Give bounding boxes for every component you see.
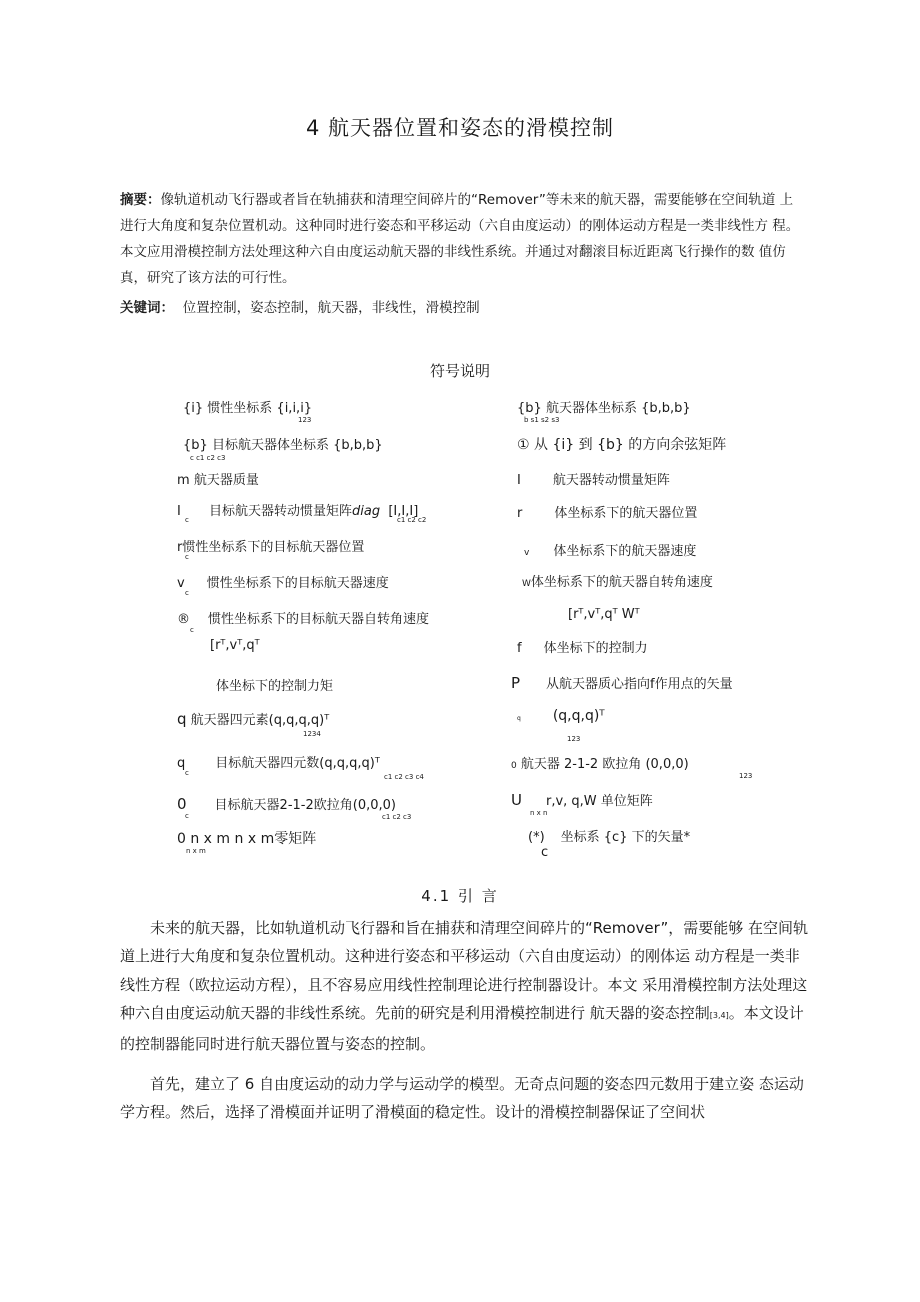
symbols-title: 符号说明 [429,362,490,380]
abstract-label: 摘要： [120,192,161,208]
symbol-row: [rᵀ,vᵀ,qᵀ [210,638,260,653]
symbol-subscript: c [185,553,189,561]
symbol-row: I 目标航天器转动惯量矩阵diag [I,I,I] [177,504,419,519]
symbol-subscript: 123 [739,772,753,780]
symbol-row: P 从航天器质心指向f作用点的矢量 [511,674,733,692]
symbol-row: (*) 坐标系 {c} 下的矢量* [528,830,691,845]
symbol-subscript: c1 c2 c3 [382,813,412,821]
citation: [3,4] [709,1010,729,1020]
symbol-row: {b} 目标航天器体坐标系 {b,b,b} [183,438,383,453]
symbol-subscript: 123 [298,416,312,424]
symbol-row: {b} 航天器体坐标系 {b,b,b} [517,401,691,416]
symbol-row: q 航天器四元素(q,q,q,q)ᵀ [177,710,330,728]
symbol-subscript: c [541,845,549,860]
keywords-label: 关键词： [120,300,174,316]
keywords-text: 位置控制，姿态控制，航天器，非线性，滑模控制 [182,300,480,316]
section-heading: 4.1 引 言 [421,887,499,905]
abstract-text: 像轨道机动飞行器或者旨在轨捕获和清理空间碎片的“Remover”等未来的航天器，需要能够在空间轨道 上进行大角度和复杂位置机动。这种同时进行姿态和平移运动（六自由度运动）的刚体运动方程是一类非线性方 程。本文应用滑模控制方法处理这种六自由度运动航天器的非线性系统。并通过对翻滚目标近距离飞行操作的数 值仿真，研究了该方法的可行性。 [120,192,800,286]
body-paragraph: 未来的航天器，比如轨道机动飞行器和旨在捕获和清理空间碎片的“Remover”，需要能够 在空间轨道上进行大角度和复杂位置机动。这种进行姿态和平移运动（六自由度运动）的刚体运 动方程是一类非线性方程（欧拉运动方程），且不容易应用线性控制理论进行控制器设计。本文 采用滑模控制方法处理这种六自由度运动航天器的非线性系统。先前的研究是利用滑模控制进行 航天器的姿态控制[3,4]。本文设计的控制器能同时进行航天器位置与姿态的控制。 [120,919,808,1054]
symbol-row: 0 航天器 2-1-2 欧拉角 (0,0,0) [511,757,689,772]
symbol-subscript: c1 c2 c2 [397,516,427,524]
symbol-row: U r,v, q,W 单位矩阵 [511,791,653,809]
symbol-subscript: b s1 s2 s3 [524,416,560,424]
abstract [120,187,800,291]
symbol-row: W体坐标系下的航天器自转角速度 [522,575,713,590]
symbol-row: f 体坐标下的控制力 [517,641,648,656]
symbol-row: {i} 惯性坐标系 {i,i,i} [183,401,313,416]
symbol-row: 0 目标航天器2-1-2欧拉角(0,0,0) [177,795,396,813]
symbol-subscript: c [185,589,189,597]
symbol-row: [rᵀ,vᵀ,qᵀ Wᵀ [568,607,640,622]
keywords [120,295,800,321]
symbol-subscript: 1234 [303,730,321,738]
symbol-subscript: c [185,812,189,820]
symbol-subscript: c [190,626,194,634]
symbol-subscript: n x m [186,847,206,855]
symbol-subscript: c [185,769,189,777]
symbol-row: m 航天器质量 [177,473,259,488]
symbol-subscript: c1 c2 c3 c4 [384,773,424,781]
symbol-row: v 体坐标系下的航天器速度 [524,544,697,559]
page-title: 4 航天器位置和姿态的滑模控制 [305,116,615,140]
body-paragraph: 首先，建立了 6 自由度运动的动力学与运动学的模型。无奇点问题的姿态四元数用于建立姿 态运动学方程。然后，选择了滑模面并证明了滑模面的稳定性。设计的滑模控制器保证了空间状 [120,1075,804,1122]
symbol-subscript: n x n [530,809,548,817]
symbol-row: I 航天器转动惯量矩阵 [517,473,670,488]
symbol-subscript: c c1 c2 c3 [190,454,226,462]
symbol-row: 体坐标下的控制力矩 [216,679,334,694]
symbol-subscript: 123 [567,735,581,743]
symbol-row: r惯性坐标系下的目标航天器位置 [177,540,365,555]
symbol-row: ① 从 {i} 到 {b} 的方向余弦矩阵 [517,437,727,453]
symbol-row: q (q,q,q)ᵀ [517,708,605,724]
symbol-row: v 惯性坐标系下的目标航天器速度 [177,576,389,591]
symbol-subscript: c [185,516,189,524]
symbol-row: 0 n x m n x m零矩阵 [177,831,317,847]
symbol-row: ® 惯性坐标系下的目标航天器自转角速度 [177,612,430,627]
symbol-row: r 体坐标系下的航天器位置 [517,506,698,521]
symbol-row: q 目标航天器四元数(q,q,q,q)ᵀ [177,756,380,771]
